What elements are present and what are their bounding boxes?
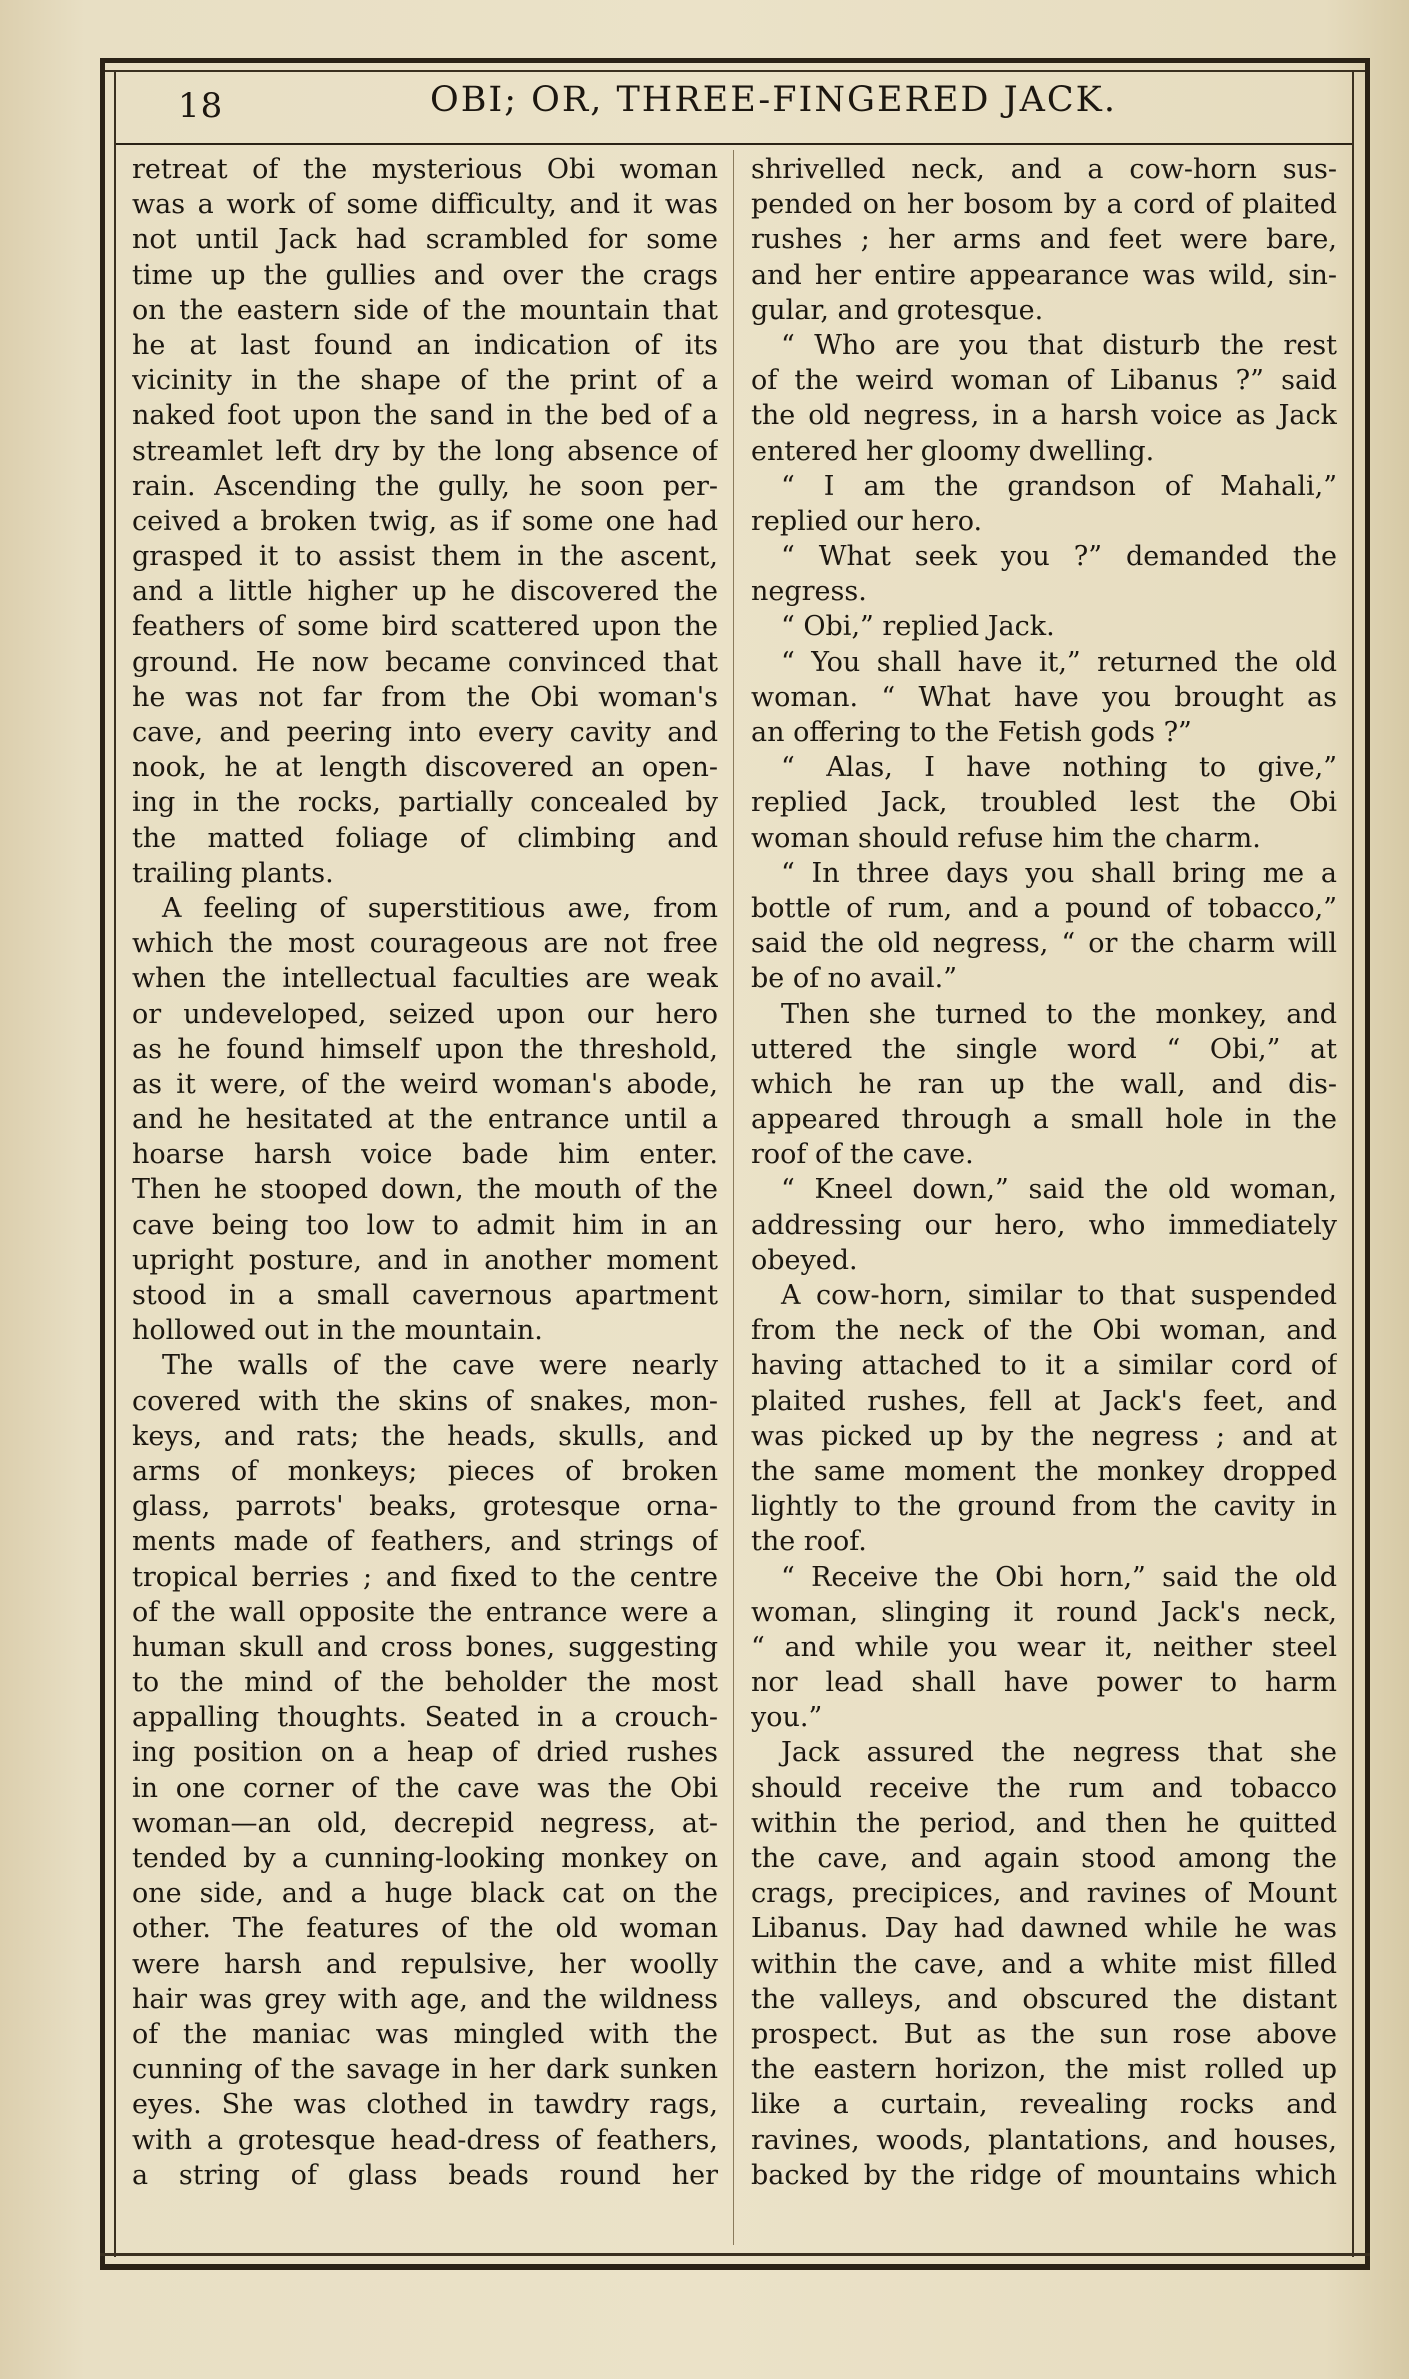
text-line: were harsh and repulsive, her woolly <box>132 1948 718 1980</box>
text-line: should receive the rum and tobacco <box>751 1772 1337 1804</box>
text-line: on the eastern side of the mountain that <box>132 294 718 326</box>
text-line: one side, and a huge black cat on the <box>132 1878 718 1910</box>
text-line: cave being too low to admit him in an <box>132 1209 718 1241</box>
text-line: hair was grey with age, and the wildness <box>132 1983 718 2015</box>
left-border-rule <box>100 58 105 2268</box>
text-line: “ and while you wear it, neither steel <box>751 1631 1337 1663</box>
text-line: was picked up by the negress ; and at <box>751 1420 1337 1452</box>
text-line: in one corner of the cave was the Obi <box>132 1772 718 1804</box>
text-line: human skull and cross bones, suggesting <box>132 1631 718 1663</box>
text-line: “ Obi,” replied Jack. <box>781 611 1055 643</box>
text-line: when the intellectual faculties are weak <box>132 963 718 995</box>
text-line: from the neck of the Obi woman, and <box>751 1315 1337 1347</box>
text-line: or undeveloped, seized upon our hero <box>132 998 718 1030</box>
text-line: backed by the ridge of mountains which <box>751 2159 1337 2191</box>
text-line: “ What seek you ?” demanded the <box>781 541 1337 573</box>
text-line: Then she turned to the monkey, and <box>781 998 1337 1030</box>
text-line: the old negress, in a harsh voice as Jack <box>751 400 1337 432</box>
text-line: woman, slinging it round Jack's neck, <box>751 1596 1337 1628</box>
text-line: the valleys, and obscured the distant <box>751 1983 1337 2015</box>
text-line: lightly to the ground from the cavity in <box>751 1491 1337 1523</box>
text-line: woman—an old, decrepid negress, at- <box>132 1807 718 1839</box>
text-line: “ Receive the Obi horn,” said the old <box>781 1561 1337 1593</box>
text-line: Then he stooped down, the mouth of the <box>132 1174 718 1206</box>
text-line: woman. “ What have you brought as <box>751 681 1337 713</box>
text-line: and a little higher up he discovered the <box>132 576 718 608</box>
text-line: obeyed. <box>751 1244 858 1276</box>
text-line: ing in the rocks, partially concealed by <box>132 787 718 819</box>
text-line: said the old negress, “ or the charm will <box>751 928 1337 960</box>
text-line: crags, precipices, and ravines of Mount <box>751 1878 1337 1910</box>
text-line: eyes. She was clothed in tawdry rags, <box>132 2089 718 2121</box>
text-line: keys, and rats; the heads, skulls, and <box>132 1420 718 1452</box>
text-line: as it were, of the weird woman's abode, <box>132 1068 718 1100</box>
text-line: hollowed out in the mountain. <box>132 1315 543 1347</box>
text-line: Jack assured the negress that she <box>781 1737 1337 1769</box>
text-line: not until Jack had scrambled for some <box>132 224 718 256</box>
text-line: “ You shall have it,” returned the old <box>781 646 1337 678</box>
text-line: bottle of rum, and a pound of tobacco,” <box>751 892 1337 924</box>
text-line: “ I am the grandson of Mahali,” <box>781 470 1337 502</box>
text-line: an offering to the Fetish gods ?” <box>751 717 1192 748</box>
text-line: Libanus. Day had dawned while he was <box>751 1913 1337 1945</box>
text-line: he at last found an indication of its <box>132 329 718 361</box>
page-number: 18 <box>178 86 224 126</box>
text-line: upright posture, and in another moment <box>132 1244 718 1276</box>
text-line: ing position on a heap of dried rushes <box>132 1737 718 1769</box>
text-line: arms of monkeys; pieces of broken <box>132 1455 718 1487</box>
text-column-left <box>132 152 718 2252</box>
text-line: glass, parrots' beaks, grotesque orna- <box>132 1491 718 1523</box>
text-line: replied Jack, troubled lest the Obi <box>751 787 1337 819</box>
text-line: retreat of the mysterious Obi woman <box>132 154 718 185</box>
column-divider <box>733 150 734 2245</box>
text-line: addressing our hero, who immediately <box>751 1209 1337 1241</box>
bottom-border-rule <box>100 2264 1370 2270</box>
text-line: woman should refuse him the charm. <box>751 822 1261 854</box>
text-line: like a curtain, revealing rocks and <box>751 2089 1337 2121</box>
top-border-rule-inner <box>100 70 1370 72</box>
text-line: rushes ; her arms and feet were bare, <box>751 224 1337 256</box>
text-line: appalling thoughts. Seated in a crouch- <box>132 1702 718 1734</box>
text-line: A feeling of superstitious awe, from <box>162 892 718 924</box>
text-line: ravines, woods, plantations, and houses, <box>751 2124 1337 2156</box>
right-border-rule-inner <box>1352 72 1354 2257</box>
text-line: he was not far from the Obi woman's <box>132 681 718 713</box>
text-line: the eastern horizon, the mist rolled up <box>751 2054 1337 2086</box>
text-line: a string of glass beads round her <box>132 2159 718 2191</box>
text-line: which the most courageous are not free <box>132 928 718 960</box>
text-line: which he ran up the wall, and dis- <box>751 1068 1337 1100</box>
text-line: the cave, and again stood among the <box>751 1843 1337 1874</box>
text-line: ments made of feathers, and strings of <box>132 1526 718 1558</box>
text-line: shrivelled neck, and a cow-horn sus- <box>751 154 1337 185</box>
text-line: negress. <box>751 576 867 608</box>
text-line: the matted foliage of climbing and <box>132 822 718 854</box>
text-line: with a grotesque head-dress of feathers, <box>132 2124 718 2156</box>
text-line: as he found himself upon the threshold, <box>132 1033 718 1065</box>
text-line: hoarse harsh voice bade him enter. <box>132 1139 718 1171</box>
text-line: appeared through a small hole in the <box>751 1104 1337 1136</box>
text-line: pended on her bosom by a cord of plaited <box>751 189 1337 221</box>
text-line: time up the gullies and over the crags <box>132 259 718 291</box>
text-line: “ Alas, I have nothing to give,” <box>781 752 1337 784</box>
text-line: having attached to it a similar cord of <box>751 1350 1337 1382</box>
text-line: ceived a broken twig, as if some one had <box>132 505 718 537</box>
text-line: gular, and grotesque. <box>751 294 1044 326</box>
text-line: was a work of some difficulty, and it was <box>132 189 718 221</box>
text-line: nor lead shall have power to harm <box>751 1667 1337 1699</box>
text-line: be of no avail.” <box>751 963 958 995</box>
text-line: covered with the skins of snakes, mon- <box>132 1385 718 1417</box>
text-line: uttered the single word “ Obi,” at <box>751 1033 1337 1065</box>
text-line: and her entire appearance was wild, sin- <box>751 259 1337 291</box>
text-line: of the weird woman of Libanus ?” said <box>751 365 1337 397</box>
text-line: tended by a cunning-looking monkey on <box>132 1843 718 1874</box>
text-line: “ In three days you shall bring me a <box>781 857 1337 889</box>
text-line: A cow-horn, similar to that suspended <box>781 1280 1337 1311</box>
text-line: feathers of some bird scattered upon the <box>132 611 718 643</box>
text-line: you.” <box>751 1702 823 1734</box>
text-line: The walls of the cave were nearly <box>162 1350 718 1382</box>
text-line: entered her gloomy dwelling. <box>751 435 1155 467</box>
right-border-rule <box>1365 58 1370 2268</box>
text-line: other. The features of the old woman <box>132 1913 718 1945</box>
text-line: replied our hero. <box>751 505 983 537</box>
text-line: roof of the cave. <box>751 1139 974 1171</box>
text-line: nook, he at length discovered an open- <box>132 752 718 784</box>
text-line: ground. He now became convinced that <box>132 646 718 678</box>
bottom-border-rule-inner <box>100 2253 1370 2256</box>
text-line: tropical berries ; and fixed to the centre <box>132 1561 718 1593</box>
text-line: within the period, and then he quitted <box>751 1807 1337 1839</box>
text-line: the same moment the monkey dropped <box>751 1455 1337 1487</box>
text-line: to the mind of the beholder the most <box>132 1667 718 1699</box>
running-title: OBI; OR, THREE-FINGERED JACK. <box>430 80 1117 120</box>
text-line: and he hesitated at the entrance until a <box>132 1104 718 1136</box>
text-line: rain. Ascending the gully, he soon per- <box>132 470 718 502</box>
header-rule <box>116 143 1352 145</box>
text-line: grasped it to assist them in the ascent, <box>132 541 718 573</box>
text-line: of the wall opposite the entrance were a <box>132 1596 718 1628</box>
text-line: within the cave, and a white mist filled <box>751 1948 1337 1980</box>
text-line: of the maniac was mingled with the <box>132 2018 718 2050</box>
text-line: cave, and peering into every cavity and <box>132 717 718 748</box>
text-line: prospect. But as the sun rose above <box>751 2018 1337 2050</box>
text-line: “ Kneel down,” said the old woman, <box>781 1174 1337 1206</box>
text-line: naked foot upon the sand in the bed of a <box>132 400 718 432</box>
left-border-rule-inner <box>114 72 116 2257</box>
text-column-right <box>751 152 1337 2252</box>
text-line: stood in a small cavernous apartment <box>132 1280 718 1311</box>
text-line: trailing plants. <box>132 857 334 889</box>
text-line: “ Who are you that disturb the rest <box>781 329 1337 361</box>
text-line: the roof. <box>751 1526 867 1558</box>
text-line: plaited rushes, fell at Jack's feet, and <box>751 1385 1337 1417</box>
text-line: vicinity in the shape of the print of a <box>132 365 718 397</box>
text-line: cunning of the savage in her dark sunken <box>132 2054 718 2086</box>
text-line: streamlet left dry by the long absence of <box>132 435 718 467</box>
top-border-rule <box>100 58 1370 63</box>
